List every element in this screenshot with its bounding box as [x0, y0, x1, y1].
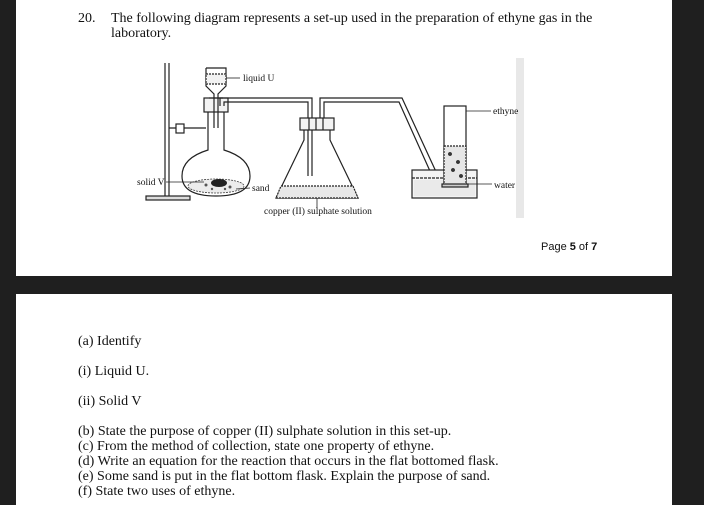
- page-total: 7: [591, 241, 598, 253]
- edge-shadow: [516, 58, 524, 218]
- subpart-c: (c) From the method of collection, state one property of ethyne.: [78, 439, 435, 454]
- label-water: water: [494, 181, 516, 191]
- subpart-f: (f) State two uses of ethyne.: [78, 484, 236, 499]
- exam-page-bottom: [16, 294, 672, 505]
- label-copper-sulphate: copper (II) sulphate solution: [264, 207, 372, 217]
- page-number: Page 5 of 7: [541, 241, 598, 253]
- label-sand: sand: [252, 184, 270, 194]
- ethyne-setup-diagram: [116, 58, 536, 228]
- page-current: 5: [569, 241, 576, 253]
- gas-jar: [442, 106, 468, 187]
- exam-page-top: [16, 0, 672, 276]
- subpart-e: (e) Some sand is put in the flat bottom flask. Explain the purpose of sand.: [78, 469, 491, 484]
- delivery-tube-2: [320, 98, 448, 180]
- conical-flask: [276, 118, 358, 198]
- sand-layer: [188, 179, 244, 193]
- subpart-a-i: (i) Liquid U.: [78, 364, 150, 379]
- question-number: 20.: [78, 11, 96, 26]
- subpart-a: (a) Identify: [78, 334, 142, 349]
- label-solid-v: solid V: [137, 178, 165, 188]
- question-text: The following diagram represents a set-up used in the preparation of ethyne gas in the laboratory.: [111, 11, 593, 41]
- delivery-tube-1: [220, 98, 312, 176]
- subpart-b: (b) State the purpose of copper (II) sulphate solution in this set-up.: [78, 424, 452, 439]
- label-ethyne: ethyne: [493, 107, 519, 117]
- label-liquid-u: liquid U: [243, 74, 275, 84]
- subpart-d: (d) Write an equation for the reaction that occurs in the flat bottomed flask.: [78, 454, 499, 469]
- subpart-a-ii: (ii) Solid V: [78, 394, 142, 409]
